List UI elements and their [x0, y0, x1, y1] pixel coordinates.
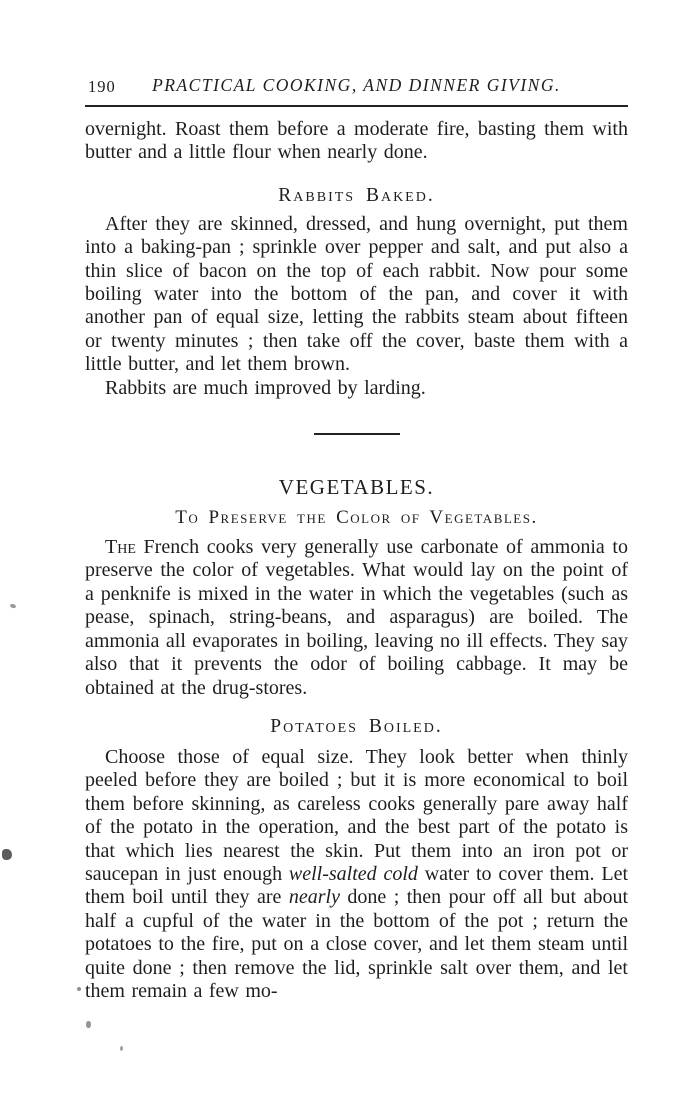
potatoes-run-5: done ; then pour off all but about half a cupful of the water in the bottom of the pot ; return the potatoes to the fire, put on a close cover, and let them steam until quite done ; then remove the lid, sprinkle salt over them, and let them remain a few mo- [85, 886, 628, 1002]
page-header [85, 74, 628, 96]
page-number: 190 [88, 77, 116, 96]
potatoes-run-3: water to cover them. Let them boil until they are [85, 862, 629, 909]
heading-vegetables: VEGETABLES. [278, 475, 435, 500]
lead-word: The [105, 536, 136, 559]
paragraph-preserve-color-text: French cooks very generally use carbonate of ammonia to preserve the color of vegetables. What would lay on the point of a penknife is mixed in the water in which the vegetables (such as pease, spinach, string-beans, and asparagus) are boiled. The ammonia all evaporates in boiling, leaving no ill effects. They say also that it prevents the odor of boiling cabbage. It may be obtained at the drug-stores. [85, 536, 629, 699]
text-block [85, 74, 628, 1003]
scan-speck [120, 1046, 123, 1051]
paragraph-preserve-color [85, 536, 628, 700]
running-title: PRACTICAL COOKING, AND DINNER GIVING. [152, 75, 561, 95]
paragraph-continuation: overnight. Roast them before a moderate fire, basting them with butter and a little flour when nearly done. [85, 118, 628, 164]
scan-speck [2, 849, 12, 860]
potatoes-run-1: Choose those of equal size. They look better when thinly peeled before they are boiled ; but it is more economical to boil them before skinning, as careless cooks generally pare away half of the potato in the operation, and the best part of the potato is that which lies nearest the skin. Put them into an iron pot or saucepan in just enough [85, 745, 628, 885]
scan-speck [86, 1021, 91, 1028]
paragraph-rabbits-larding: Rabbits are much improved by larding. [105, 376, 426, 399]
scan-speck [9, 603, 16, 609]
section-divider [314, 433, 400, 435]
paragraph-potatoes-boiled [85, 746, 628, 1003]
heading-potatoes-boiled: Potatoes Boiled. [270, 715, 443, 737]
header-rule [85, 105, 628, 107]
heading-rabbits-baked: Rabbits Baked. [278, 184, 435, 206]
paragraph-rabbits-baked: After they are skinned, dressed, and hung overnight, put them into a baking-pan ; sprinkle over pepper and salt, and put also a thin slice of bacon on the top of each rabbit. Now pour some boiling water into the bottom of the pan, and cover it with another pan of equal size, letting the rabbits steam about fifteen or twenty minutes ; then take off the cover, baste them with a little butter, and let them brown. [85, 212, 628, 376]
potatoes-run-4-italic: nearly [288, 886, 340, 909]
potatoes-run-2-italic: well-salted cold [288, 862, 418, 885]
heading-preserve-color: To Preserve the Color of Vegetables. [175, 507, 538, 529]
scan-speck [77, 987, 81, 991]
